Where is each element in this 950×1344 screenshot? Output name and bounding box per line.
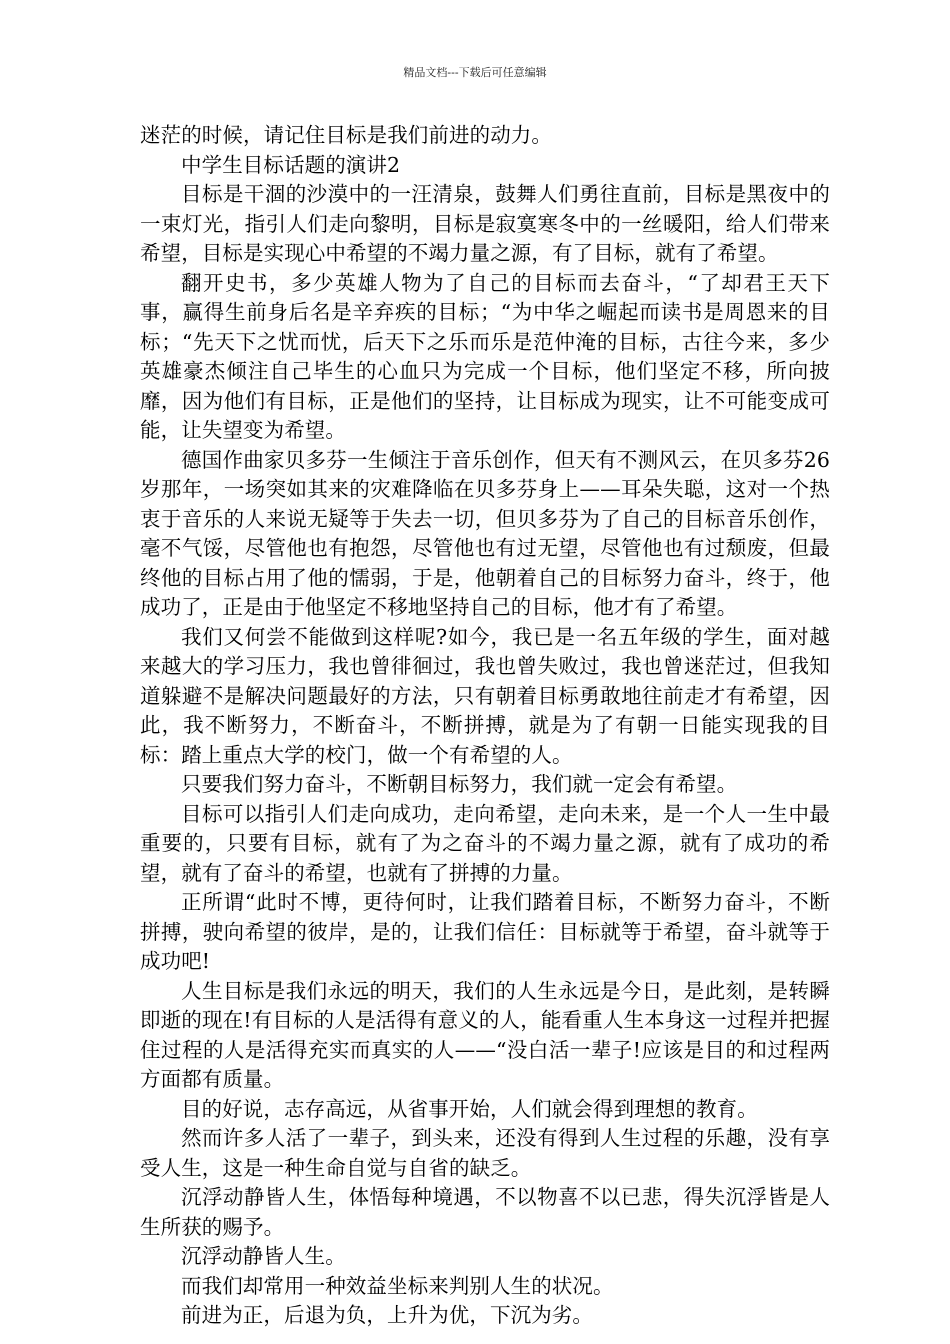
paragraph: 目的好说，志存高远，从省事开始，人们就会得到理想的教育。 [181, 1096, 758, 1121]
document-body [140, 121, 830, 1331]
paragraph: 沉浮动静皆人生。 [181, 1244, 346, 1268]
paragraph: 只要我们努力奋斗，不断朝目标努力，我们就一定会有希望。 [181, 772, 738, 796]
paragraph: 正所谓“此时不博，更待何时，让我们踏着目标，不断努力奋斗，不断拼搏，驶向希望的彼岸，是的，让我们信任：目标就等于希望，奋斗就等于成功吧! [140, 890, 830, 973]
paragraph: 沉浮动静皆人生，体悟每种境遇，不以物喜不以已悲，得失沉浮皆是人生所获的赐予。 [140, 1185, 830, 1239]
paragraph: 德国作曲家贝多芬一生倾注于音乐创作，但天有不测风云，在贝多芬26岁那年，一场突如其来的灾难降临在贝多芬身上——耳朵失聪，这对一个热衷于音乐的人来说无疑等于失去一切，但贝多芬为了自己的目标音乐创作，毫不气馁，尽管他也有抱怨，尽管他也有过无望，尽管他也有过颓废，但最终他的目标占用了他的懦弱，于是，他朝着自己的目标努力奋斗，终于，他成功了，正是由于他坚定不移地坚持自己的目标，他才有了希望。 [140, 447, 830, 619]
section-title: 中学生目标话题的演讲2 [181, 152, 401, 177]
paragraph: 迷茫的时候，请记住目标是我们前进的动力。 [140, 123, 552, 147]
page-header: 精品文档---下载后可任意编辑 [403, 66, 547, 79]
paragraph: 然而许多人活了一辈子，到头来，还没有得到人生过程的乐趣，没有享受人生，这是一种生命自觉与自省的缺乏。 [140, 1126, 830, 1180]
paragraph: 目标是干涸的沙漠中的一汪清泉，鼓舞人们勇往直前，目标是黑夜中的一束灯光，指引人们走向黎明，目标是寂寞寒冬中的一丝暖阳，给人们带来希望，目标是实现心中希望的不竭力量之源，有了目标，就有了希望。 [140, 182, 830, 265]
paragraph: 翻开史书，多少英雄人物为了自己的目标而去奋斗，“了却君王天下事，赢得生前身后名是辛弃疾的目标；“为中华之崛起而读书是周恩来的目标；“先天下之忧而忧，后天下之乐而乐是范仲淹的目标，古往今来，多少英雄豪杰倾注自己毕生的心血只为完成一个目标，他们坚定不移，所向披靡，因为他们有目标，正是他们的坚持，让目标成为现实，让不可能变成可能，让失望变为希望。 [140, 270, 830, 442]
paragraph: 我们又何尝不能做到这样呢?如今，我已是一名五年级的学生，面对越来越大的学习压力，我也曾徘徊过，我也曾失败过，我也曾迷茫过，但我知道躲避不是解决问题最好的方法，只有朝着目标勇敢地往前走才有希望，因此，我不断努力，不断奋斗，不断拼搏，就是为了有朝一日能实现我的目标：踏上重点大学的校门，做一个有希望的人。 [140, 624, 830, 767]
paragraph: 目标可以指引人们走向成功，走向希望，走向未来，是一个人一生中最重要的，只要有目标，就有了为之奋斗的不竭力量之源，就有了成功的希望，就有了奋斗的希望，也就有了拼搏的力量。 [140, 801, 830, 885]
paragraph: 前进为正，后退为负，上升为优，下沉为劣。 [181, 1303, 593, 1327]
paragraph: 人生目标是我们永远的明天，我们的人生永远是今日，是此刻，是转瞬即逝的现在!有目标的人是活得有意义的人，能看重人生本身这一过程并把握住过程的人是活得充实而真实的人——“没白活一辈子!应该是目的和过程两方面都有质量。 [140, 978, 830, 1091]
paragraph: 而我们却常用一种效益坐标来判别人生的状况。 [181, 1273, 614, 1298]
